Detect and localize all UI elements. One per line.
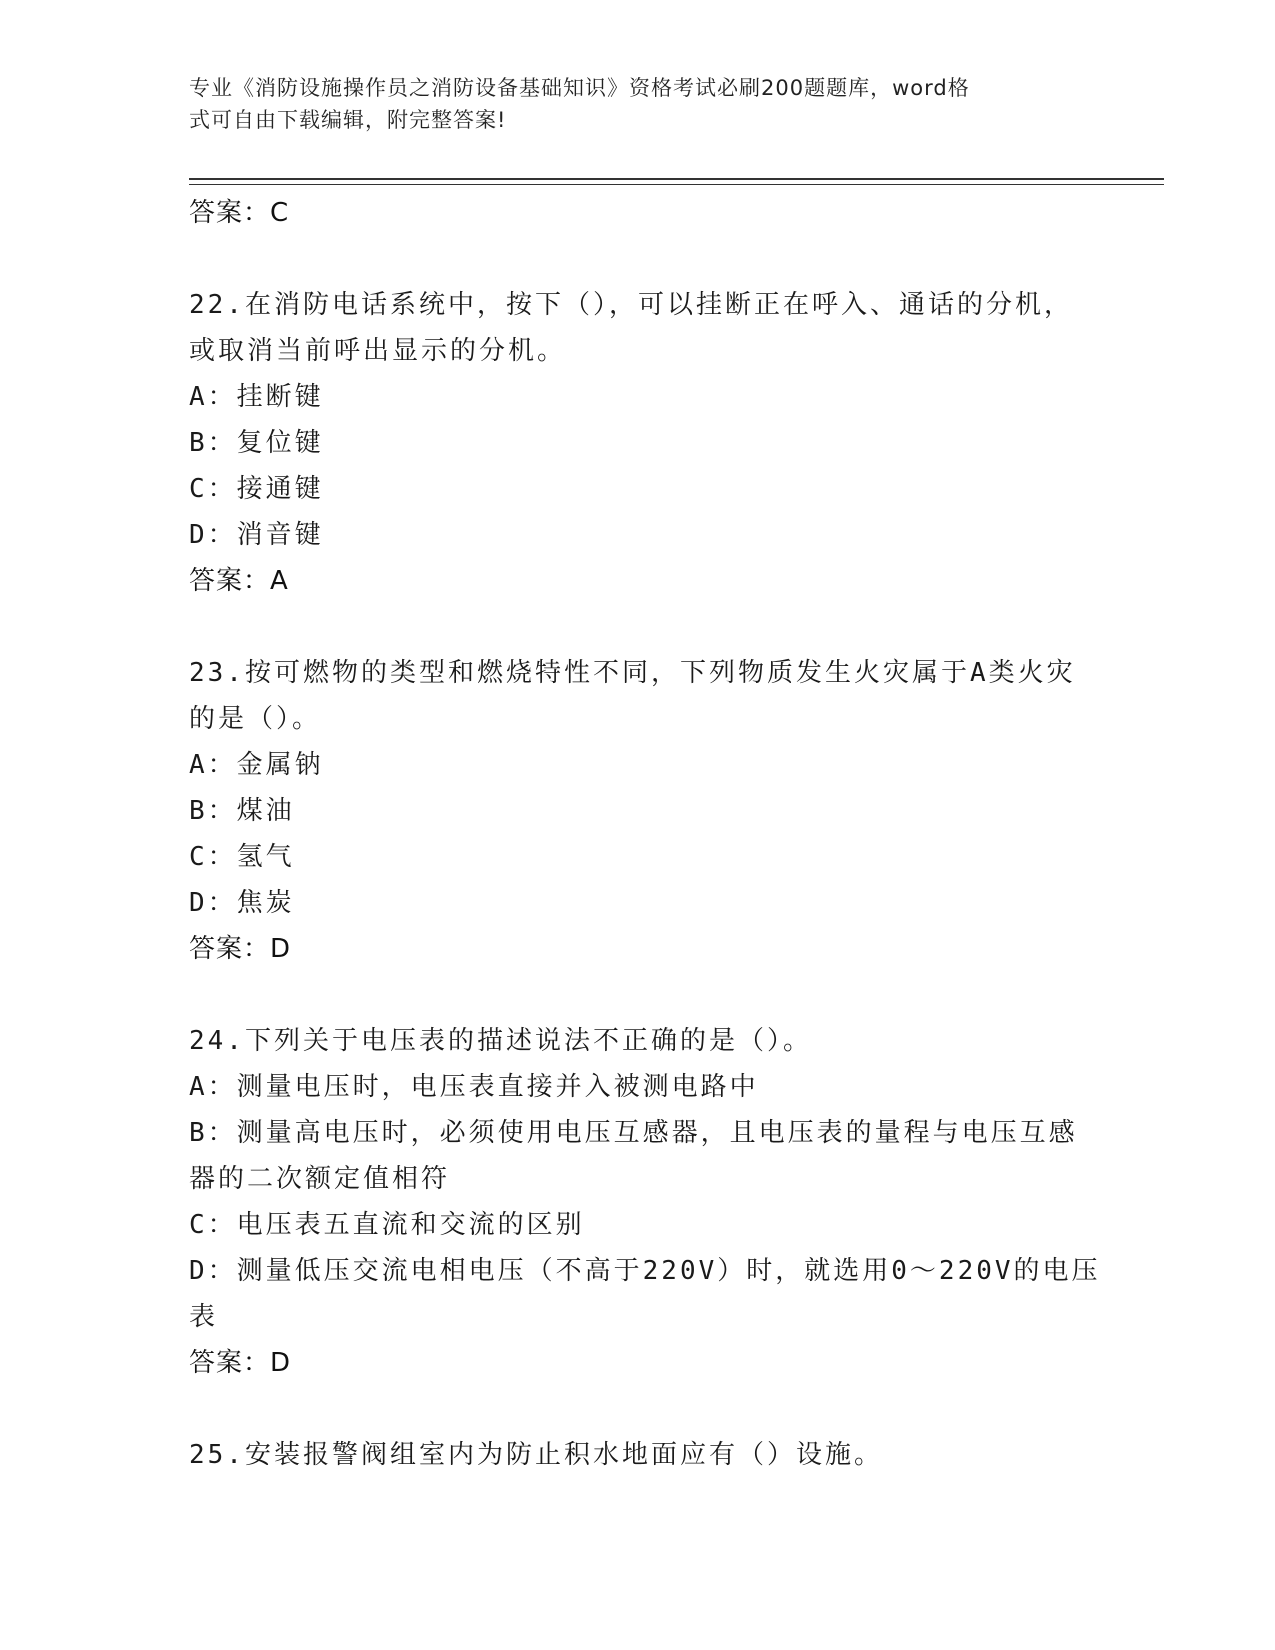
question-25-stem-line-1: 25.安装报警阀组室内为防止积水地面应有（）设施。 xyxy=(189,1440,883,1470)
question-25 xyxy=(189,1432,1089,1478)
question-22-stem-line-1: 22.在消防电话系统中，按下（），可以挂断正在呼入、通话的分机， xyxy=(189,290,1073,320)
spacer xyxy=(189,236,1089,282)
document-header xyxy=(189,72,1089,136)
question-22-option-d: D：消音键 xyxy=(189,520,324,550)
question-22 xyxy=(189,282,1089,604)
question-23-option-d: D：焦炭 xyxy=(189,888,295,918)
question-content xyxy=(189,190,1101,1478)
question-22-option-c: C：接通键 xyxy=(189,474,324,504)
answer-previous: 答案：C xyxy=(189,198,290,228)
question-23 xyxy=(189,650,1089,972)
question-24-option-d-line-1: D：测量低压交流电相电压（不高于220V）时，就选用0～220V的电压 xyxy=(189,1256,1101,1286)
question-24-option-c: C：电压表五直流和交流的区别 xyxy=(189,1210,585,1240)
question-23-stem-line-1: 23.按可燃物的类型和燃烧特性不同，下列物质发生火灾属于A类火灾 xyxy=(189,658,1076,688)
question-24-option-b-line-2: 器的二次额定值相符 xyxy=(189,1164,451,1194)
question-23-answer: 答案：D xyxy=(189,934,292,964)
header-line-1: 专业《消防设施操作员之消防设备基础知识》资格考试必刷200题题库，word格 xyxy=(189,76,970,100)
question-23-option-b: B：煤油 xyxy=(189,796,295,826)
header-divider-thin xyxy=(189,184,1164,185)
question-24-stem-line-1: 24.下列关于电压表的描述说法不正确的是（）。 xyxy=(189,1026,812,1056)
question-23-stem-line-2: 的是（）。 xyxy=(189,704,322,734)
question-24-option-d-line-2: 表 xyxy=(189,1302,219,1332)
header-line-2: 式可自由下载编辑，附完整答案! xyxy=(189,108,507,132)
question-24-option-a: A：测量电压时，电压表直接并入被测电路中 xyxy=(189,1072,759,1102)
question-22-stem-line-2: 或取消当前呼出显示的分机。 xyxy=(189,336,567,366)
question-23-option-c: C：氢气 xyxy=(189,842,295,872)
question-22-option-b: B：复位键 xyxy=(189,428,324,458)
spacer xyxy=(189,604,1089,650)
question-23-option-a: A：金属钠 xyxy=(189,750,324,780)
question-24-answer: 答案：D xyxy=(189,1348,292,1378)
question-22-answer: 答案：A xyxy=(189,566,289,596)
spacer xyxy=(189,972,1089,1018)
question-24-option-b-line-1: B：测量高电压时，必须使用电压互感器，且电压表的量程与电压互感 xyxy=(189,1118,1078,1148)
question-24 xyxy=(189,1018,1101,1386)
question-22-option-a: A：挂断键 xyxy=(189,382,324,412)
spacer xyxy=(189,1386,1089,1432)
header-divider-thick xyxy=(189,178,1164,180)
